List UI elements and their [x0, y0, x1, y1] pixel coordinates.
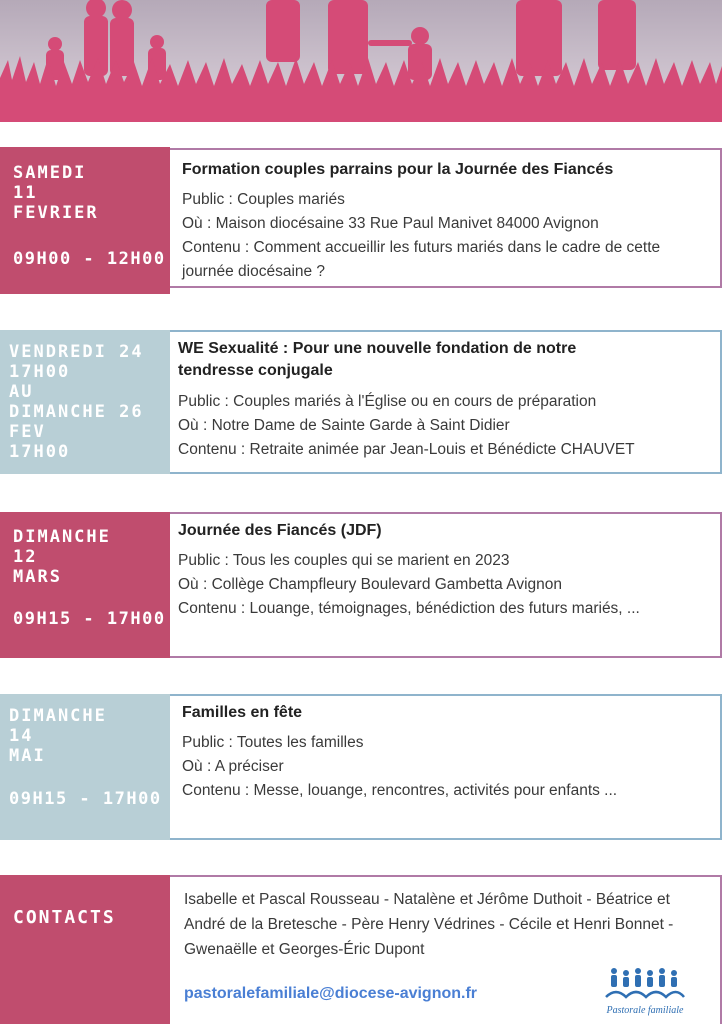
- contacts-details: [170, 875, 722, 1024]
- event-title: Familles en fête: [182, 704, 303, 721]
- event-card: [0, 330, 722, 474]
- event-date-line: DIMANCHE: [13, 527, 111, 547]
- event-date-line: VENDREDI 24: [9, 342, 144, 362]
- family-logo-icon: [602, 965, 688, 1005]
- event-location: Où : Collège Champfleury Boulevard Gambetta Avignon: [178, 576, 562, 593]
- event-date-line: FEV: [9, 422, 46, 442]
- event-date-line: 17H00: [9, 442, 71, 462]
- event-time: 09H15 - 17H00: [13, 609, 166, 629]
- contacts-label: CONTACTS: [0, 875, 170, 1024]
- event-card: [0, 694, 722, 840]
- event-details: [170, 330, 722, 474]
- event-date-box: [0, 512, 170, 658]
- event-time: 09H15 - 17H00: [9, 789, 162, 809]
- family-silhouette-illustration: [0, 0, 722, 122]
- event-content: Contenu : Retraite animée par Jean-Louis et Bénédicte CHAUVET: [178, 441, 635, 458]
- event-details: [170, 148, 722, 288]
- event-public: Public : Couples mariés à l'Église ou en cours de préparation: [178, 393, 597, 410]
- event-date-box: [0, 694, 170, 840]
- event-content: Contenu : Messe, louange, rencontres, activités pour enfants ...: [182, 782, 618, 799]
- event-content: Contenu : Louange, témoignages, bénédiction des futurs mariés, ...: [178, 600, 640, 617]
- event-date-line: DIMANCHE 26: [9, 402, 144, 422]
- event-date-line: MARS: [13, 567, 62, 587]
- event-card: [0, 512, 722, 658]
- event-location: Où : A préciser: [182, 758, 284, 775]
- logo-text: Pastorale familiale: [606, 1005, 684, 1016]
- event-date-box: [0, 330, 170, 474]
- event-date-line: 11: [13, 183, 38, 203]
- event-title: Formation couples parrains pour la Journée des Fiancés: [182, 161, 614, 178]
- header-banner: [0, 0, 722, 122]
- pastorale-familiale-logo: [602, 965, 688, 1021]
- event-public: Public : Tous les couples qui se marient en 2023: [178, 552, 510, 569]
- event-date-line: 17H00: [9, 362, 71, 382]
- event-location: Où : Notre Dame de Sainte Garde à Saint Didier: [178, 417, 510, 434]
- event-date-line: 12: [13, 547, 38, 567]
- event-date-line: 14: [9, 726, 34, 746]
- event-date-line: MAI: [9, 746, 46, 766]
- event-card: [0, 147, 722, 294]
- event-date-line: FEVRIER: [13, 203, 99, 223]
- contact-email-link[interactable]: pastoralefamiliale@diocese-avignon.fr: [184, 985, 478, 1002]
- event-details: [170, 512, 722, 658]
- event-public: Public : Couples mariés: [182, 191, 345, 208]
- event-title: WE Sexualité : Pour une nouvelle fondation de notre tendresse conjugale: [178, 340, 577, 379]
- event-time: 09H00 - 12H00: [13, 249, 166, 269]
- event-date-box: [0, 147, 170, 294]
- event-title: Journée des Fiancés (JDF): [178, 522, 382, 539]
- event-date-line: DIMANCHE: [9, 706, 107, 726]
- event-public: Public : Toutes les familles: [182, 734, 364, 751]
- event-content: Contenu : Comment accueillir les futurs mariés dans le cadre de cette journée diocésaine ?: [182, 239, 661, 280]
- event-location: Où : Maison diocésaine 33 Rue Paul Manivet 84000 Avignon: [182, 215, 599, 232]
- contacts-people: Isabelle et Pascal Rousseau - Natalène et Jérôme Duthoit - Béatrice et André de la Bretesche - Père Henry Védrines - Cécile et Henri Bonnet - Gwenaëlle et Georges-Éric Dupont: [184, 891, 674, 958]
- event-details: [170, 694, 722, 840]
- contacts-section: [0, 875, 722, 1024]
- event-date-line: AU: [9, 382, 34, 402]
- event-date-line: SAMEDI: [13, 163, 87, 183]
